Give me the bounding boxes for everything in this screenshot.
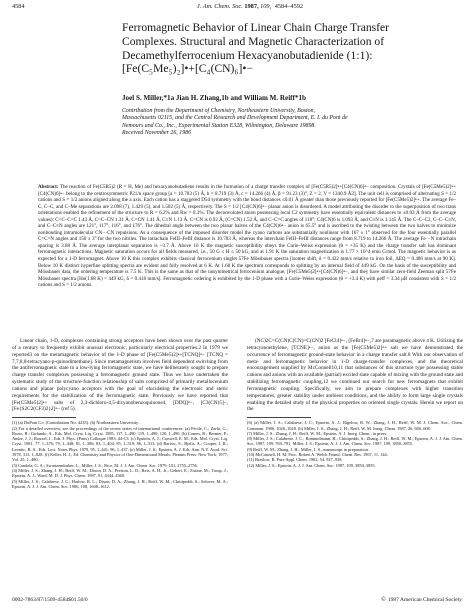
author-list: Joel S. Miller,*1a Jian H. Zhang,1b and William M. Reiff*1b (122, 94, 306, 102)
footnote: (11) Breslow, R. Pure Appl. Chem. 1982, 54, 927–938. (247, 457, 343, 463)
abstract-label: Abstract: (38, 184, 59, 190)
footnote-divider (247, 417, 311, 418)
title-line: [Fe(C₅Me₅)₂]•+[C₄(CN)₆]•− (122, 62, 253, 76)
journal-volume: 109, (260, 3, 272, 10)
footnote: (6) (a) Miller, J. S.; Calabrese, J. C.; Epstein, A. J.; Bigelow, R. W.; Zhang, J. H.; Reiff, W. M. J. Chem. Soc., Chem. Commun. 1986, 1026–1028. (b) Miller, J. S.; Zhang, J. H.; Reiff, W. M. Inorg. Chem. 1987, 26, 600–608. (247, 420, 463, 431)
title-line: Ferromagnetic Behavior of Linear Chain Charge Transfer (122, 21, 390, 34)
title-line: Complexes. Structural and Magnetic Characterization of (122, 34, 385, 48)
copyright-notice (381, 596, 462, 603)
journal-citation (36, 3, 464, 10)
abstract-text: The reaction of Fe(C5R5)2 (R = H, Me) and hexacyanobutadiene results in the formation of a charge transfer complex of [Fe(C5R5)2]•+[C4(CN)6]•− composition. Crystals of [Fe(C5Me5)2]•+[C4(CN)6]•− belong to the centrosymmetric P21/n space group [a = 10.783 (5) Å, b = 8.719 (3) Å, c = 14.266 (4) Å, β = 91.23 (3)°, Z = 2, V = 1340.9 Å3]. The unit cell is comprised of alternating S = 1/2 cations and S = 1/2 anions aligned along the a axis. Each cation has a staggered D5d symmetry with the bond distances ≤0.01 Å greater than those previously reported for [Fe(C5Me5)2]•+. The average Fe–C, C–C, and C–Me separations are 2.098 (7), 1.429 (5), and 1.502 (5) Å, respectively. The S = 1/2 [C4(CN)6]•− planar anion is disordered. A model attributing the disorder to the superposition of two trans orientations enabled the refinement of the structure to R = 6.2% and Rw = 8.3%. The deconvoluted anion possessing local C2 symmetry have essentially equivalent distances to ±0.03 Å from the average values): C=C–C=C 1.43 Å, C=C–CN 1.31 Å, C=CN 1.41 Å, C≡N 1.13 Å. C=CN is 0.92 Å, (C=CN) 1.52 Å, and C–C=C angles of 118°; C4(CN)6 is 1.093 Å, and C≡N is 1.145 Å. The C–C–C2, C–C–C≡N, and C–C≡N angles are 121°, 117°, 116°, and 176°. The dihedral angle between the two planar halves of the C4(CN)6•− anion is 65.5° and is ascribed to the twisting between the two halves to minimize nonbonding intramolecular CN···CN repulsions. As a consequence of the imposed disorder model the cyano carbons are substantially nonlinear with 167 ± 1° observed for the four essentially parallel C=C=N angles and 150 ± 3° for the two nitriles. The intrachain FeIII–FeIII distance is 10.783 Å, whereas the interchain FeIII–FeIII distances range from 8.719 to 14.266 Å. The average Fe···N intrachain spacing is 3.88 Å. The average interplanar separation is ~3.7 Å. Above 16 K the magnetic susceptibility obeys the Curie–Weiss expression (θ = +35 K) and the charge transfer salt has dominant ferromagnetic interactions. Magnetic saturation occurs for all fields measured, i.e., 50 G ≤ H ≤ 50 kG, and at 1.91 K the saturation magnetization is 1.77 × 10^4 emu G/mol. The magnetic behavior is as expected for a 1-D ferromagnet. Above 10 K this complex exhibits classical ferrocenium singlet 57Fe Mössbauer spectra [isomer shift, δ = 0.422 mm/s relative to iron foil, ΔEQ = 0.486 mm/s at 90 K]. Below 10 K distinct hyperfine splitting spectra are evident and fully resolved at 6 K. At 1.68 K the spectrum corresponds to splitting by an internal field of 449 kG. On the basis of the susceptibility and Mössbauer data, the ordering temperature is 7.5 K. This is the same as that of the unsymmetrical ferrocenium analogue, [Fe(C5Me5)2]•+[C4(CN)6]•−, and they have similar zero-field Zeeman split 57Fe Mössbauer spectra [Ho(1.68 K) = 449 kG, δ = 0.418 mm/s]. Ferromagnetic ordering is exhibited by the 1-D phase with a Curie–Weiss expression (θ = +3.4 K) with μeff = 3.34 μB consistent with S = 1/2 cations and S = 1/2 anions. (38, 184, 457, 289)
abstract (38, 184, 456, 289)
running-header (12, 3, 464, 14)
footnote: (1) (a) DuPont Co. (Contribution No. 4235). (b) Northeastern University. (12, 420, 139, 426)
page-number: 4584 (12, 3, 25, 10)
body-text-right: (NC)2C=C(CN)C(CN)=C(CN)2 [FeCl4]•−, [FeBr4]•−,7 are paramagnetic above 4 K. Utilizing the tetracyanoethylene, [TCNE]•−, anion as the [Fe(C5Me5)2]•+ salt we have demonstrated the occurrence of ferromagnetic ground-state behavior in a charge transfer salt.8 With our observation of meta- and ferromagnetic behavior in 1-D charge-transfer complexes, and the theoretical encouragement supplied by McConnell10,11 that substances of this structure type possessing stable cations and anions with an available (partial) excited state capable of mixing with the ground state and stabilizing ferromagnetic coupling,12 we continued our search for new ferromagnets that exhibit ferromagnetic coupling. Specifically, we aim to prepare complexes with higher transition temperatures, greater stability under ambient conditions, and the ability to form large single crystals enabling the detailed study of the physical properties on oriented single crystals. Herein we report on the (247, 338, 463, 413)
body-text-left: Linear chain, 1-D, complexes containing strong acceptors have been shown over the past quarter of a century to frequently exhibit unusual electronic, particularly electrical properties.2 In 1979 we reported3 on the metamagnetic behavior of the 1-D phase of [Fe(C5Me5)2]•+[TCNQ]•− [TCNQ = 7,7,8,8-tetracyano-p-quinodimethane]. Since metamagnetism involves field dependent switching from the antiferromagnetic state to a low-lying ferromagnetic state, we have deliberately sought to prepare charge transfer complexes possessing a ferromagnetic ground state. Thus we have undertaken the systematic study of the structure-function relationship of salts comprised of primarily metallocenium cations and planar polycyano acceptors with the goal of elucidating the electronic and steric requirements for the stabilization of the ferromagnetic state. Previously we have reported that [Fe(C5Me5)2]•+ salts of 2,3-dichloro-4,5-dicyanobenzoquinone4, [DDQ]•−, [C3(CN)5]−, [Fe{S2C2(CF3)2}2]•− (ref 5). (12, 338, 228, 413)
page-footer (12, 596, 462, 606)
copyright-icon: © (381, 596, 386, 603)
footnote: (12) Miller, J. S.; Epstein, A. J. J. Am. Chem. Soc. 1987, 109, 3850–3855. (247, 462, 376, 468)
footnotes-right (247, 420, 463, 468)
received-date: Received November 26, 1986 (122, 130, 192, 137)
affiliation-line: Massachusetts 02115, and the Central Research and Development Department, E. I. du Pont de (122, 115, 348, 122)
footnote: (10) McConnell, H. M. Proc. Robert A. Welch Found. Chem. Res. 1967, 11, 144. (247, 452, 388, 458)
footnote: (2) For a detailed overview, see the proceedings of the recent series of international conferences: (a) Pecile, C.; Zerbi, G.; Bozio, R.; Girlando, A., Eds. Mol. Cryst. Liq. Cryst. 1985, 117, 1–490; 119, 1–490; 120, 1–490. (b) Comes, R.; Bernier, P.; Andre, J. J.; Rouxel, J., Eds. J. Phys. (Paris) Colloque 1983, 44-C3. (c) Epstein, A. J.; Conwell, E. M., Eds. Mol. Cryst. Liq. Cryst. 1981, 77, 1–376; 79, 1–448; 81, 1–386; 83, 1–404; 85, 1–319; 86, 1–313. (d) Barisic, S.; Bjelis, A.; Cooper, J. R.; Leontic, B. A., Eds. Lect. Notes Phys. 1979, 95, 1–441; 96, 1–437. (e) Miller, J. S.; Epstein, A. J. Eds. Ann. N.Y. Acad. Sci. 1978, 313, 1–828. (f) Keller, H. J., Ed. Chemistry and Physics of One-Dimensional Metals; Plenum Press: New York, 1977; Vol. 25, 1–480. (12, 425, 228, 463)
journal-pages: 4584–4592 (274, 3, 304, 10)
article-title (122, 21, 467, 76)
affiliation (122, 108, 467, 138)
copyright-text: 1987 American Chemical Society (387, 597, 462, 603)
journal-name: J. Am. Chem. Soc. (196, 3, 243, 10)
affiliation-line: Nemours and Co., Inc., Experimental Station E328, Wilmington, Delaware 19898. (122, 122, 316, 129)
body-column-right (247, 338, 463, 468)
footnote: (4) Miller, J. S.; Zhang, J. H.; Reiff, W. M.; Dixon, D. A.; Preston, L. D.; Reis, A. H., Jr.; Gebert, E.; Extine, M.; Troup, J.; Epstein, A. J.; Ward, M. D. J. Phys. Chem. 1987, 91, 4344–4360. (12, 467, 228, 479)
journal-year: 1987, (244, 3, 259, 10)
footnotes-left (12, 420, 228, 489)
article-code: 0002-7863/87/1509-4584$01.50/0 (12, 597, 88, 603)
footnote: (3) Candela, G. A.; Swartzendruber, L.; Miller, J. S.; Rice, M. J. J. Am. Chem. Soc. 1979, 101, 2755–2756. (12, 462, 198, 468)
title-line: Decamethylferrocenium Hexacyanobutadienide (1:1): (122, 48, 373, 62)
footnote-divider (12, 417, 76, 418)
footnote: (7) Miller, J. S.; Zhang, J. H.; Reiff, W. M.; Epstein, A. J. Inorg. Chem., in press. (247, 430, 388, 436)
body-column-left (12, 338, 228, 489)
footnote: (9) Reiff, W. M.; Zhang, J. H.; Miller, J. S., manuscript in preparation. (247, 446, 369, 452)
affiliation-line: Contribution from the Department of Chemistry, Northeastern University, Boston, (122, 108, 316, 114)
footnote: (5) Miller, J. S.; Calabrese, J. C.; Harlow, R. L.; Dixon, D. A.; Zhang, J. H.; Reiff, W. M.; Chittipeddi, S.; Selover, M. A.; Epstein, A. J. J. Am. Chem. Soc. 1986, 108, 1608–1612. (12, 478, 228, 489)
footnote: (8) Miller, J. S.; Calabrese, J. C.; Rommelmann, H.; Chittipeddi, S.; Zhang, J. H.; Reiff, W. M.; Epstein, A. J. J. Am. Chem. Soc. 1987, 109, 769–781. Miller, J. S.; Epstein, A. J. J. Am. Chem. Soc. 1987, 109, 3850–3855. (247, 436, 463, 447)
